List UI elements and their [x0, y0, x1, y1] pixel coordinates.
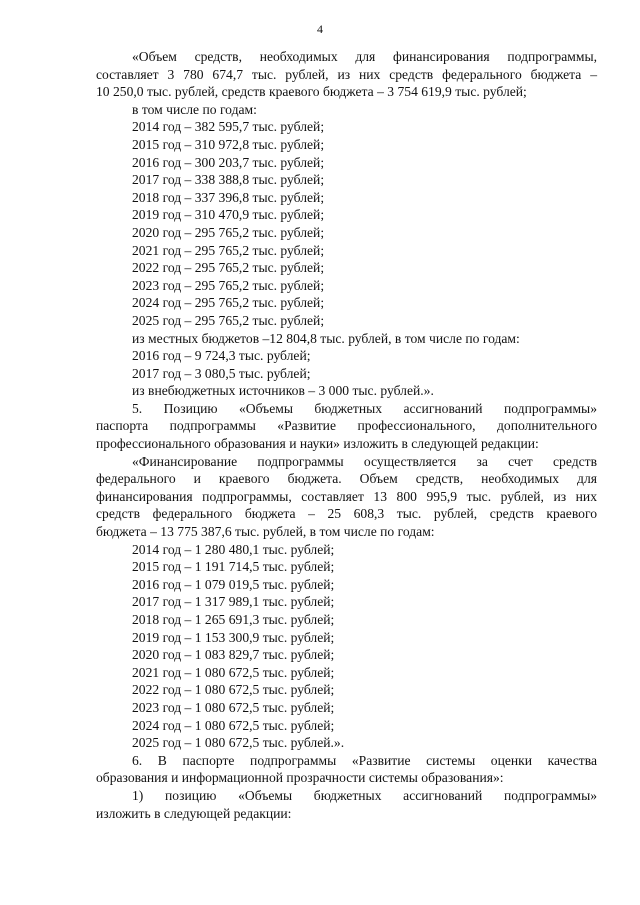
year-line: 2015 год – 310 972,8 тыс. рублей; [132, 136, 325, 152]
year-line: 2021 год – 1 080 672,5 тыс. рублей; [132, 664, 335, 680]
year-line: 2020 год – 295 765,2 тыс. рублей; [132, 224, 325, 240]
year-line: 2014 год – 382 595,7 тыс. рублей; [132, 119, 325, 135]
paragraph-line: «Финансирование подпрограммы осуществляется за счет средств [132, 453, 597, 469]
item-5-heading: 5. Позицию «Объемы бюджетных ассигнований подпрограммы» [132, 400, 597, 416]
paragraph-line: 10 250,0 тыс. рублей, средств краевого бюджета – 3 754 619,9 тыс. рублей; [96, 84, 527, 100]
document-body [96, 48, 597, 822]
paragraph-line: «Объем средств, необходимых для финансирования подпрограммы, [132, 49, 597, 64]
years-intro: в том числе по годам: [132, 101, 257, 117]
paragraph-line: профессионального образования и науки» изложить в следующей редакции: [96, 436, 539, 452]
year-line: 2016 год – 300 203,7 тыс. рублей; [132, 154, 325, 170]
year-line: 2017 год – 3 080,5 тыс. рублей; [132, 365, 311, 381]
paragraph-line: бюджета – 13 775 387,6 тыс. рублей, в том числе по годам: [96, 524, 435, 540]
year-line: 2019 год – 1 153 300,9 тыс. рублей; [132, 629, 335, 645]
year-line: 2025 год – 1 080 672,5 тыс. рублей.». [132, 735, 345, 751]
year-line: 2025 год – 295 765,2 тыс. рублей; [132, 312, 325, 328]
year-line: 2021 год – 295 765,2 тыс. рублей; [132, 242, 325, 258]
year-line: 2017 год – 338 388,8 тыс. рублей; [132, 172, 325, 188]
local-budget-intro: из местных бюджетов –12 804,8 тыс. рублей, в том числе по годам: [132, 330, 520, 346]
year-line: 2018 год – 1 265 691,3 тыс. рублей; [132, 612, 335, 627]
year-line: 2015 год – 1 191 714,5 тыс. рублей; [132, 559, 335, 575]
year-line: 2022 год – 1 080 672,5 тыс. рублей; [132, 682, 335, 698]
paragraph-line: образования и информационной прозрачности системы образования»: [96, 770, 504, 786]
extrabudget-line: из внебюджетных источников – 3 000 тыс. рублей.». [132, 383, 434, 399]
paragraph-line: средств федерального бюджета – 25 608,3 тыс. рублей, средств краевого [96, 506, 597, 522]
year-line: 2014 год – 1 280 480,1 тыс. рублей; [132, 541, 335, 557]
year-line: 2017 год – 1 317 989,1 тыс. рублей; [132, 594, 335, 610]
subitem-1-heading: 1) позицию «Объемы бюджетных ассигнований подпрограммы» [132, 787, 597, 803]
page-number: 4 [317, 22, 323, 36]
year-line: 2023 год – 1 080 672,5 тыс. рублей; [132, 699, 335, 715]
year-line: 2024 год – 1 080 672,5 тыс. рублей; [132, 717, 335, 733]
year-line: 2022 год – 295 765,2 тыс. рублей; [132, 260, 325, 276]
paragraph-line: федерального и краевого бюджета. Объем средств, необходимых для [96, 471, 597, 487]
year-line: 2024 год – 295 765,2 тыс. рублей; [132, 295, 325, 311]
year-line: 2020 год – 1 083 829,7 тыс. рублей; [132, 647, 335, 663]
paragraph-line: финансирования подпрограммы, составляет 13 800 995,9 тыс. рублей, из них [96, 488, 597, 504]
year-line: 2023 год – 295 765,2 тыс. рублей; [132, 277, 325, 293]
paragraph-line: изложить в следующей редакции: [96, 805, 292, 821]
paragraph-line: паспорта подпрограммы «Развитие профессионального, дополнительного [96, 418, 597, 434]
year-line: 2019 год – 310 470,9 тыс. рублей; [132, 207, 325, 223]
year-line: 2018 год – 337 396,8 тыс. рублей; [132, 189, 325, 205]
paragraph-line: составляет 3 780 674,7 тыс. рублей, из них средств федерального бюджета – [96, 66, 597, 82]
year-line: 2016 год – 1 079 019,5 тыс. рублей; [132, 576, 335, 592]
item-6-heading: 6. В паспорте подпрограммы «Развитие системы оценки качества [132, 752, 597, 768]
year-line: 2016 год – 9 724,3 тыс. рублей; [132, 348, 311, 364]
